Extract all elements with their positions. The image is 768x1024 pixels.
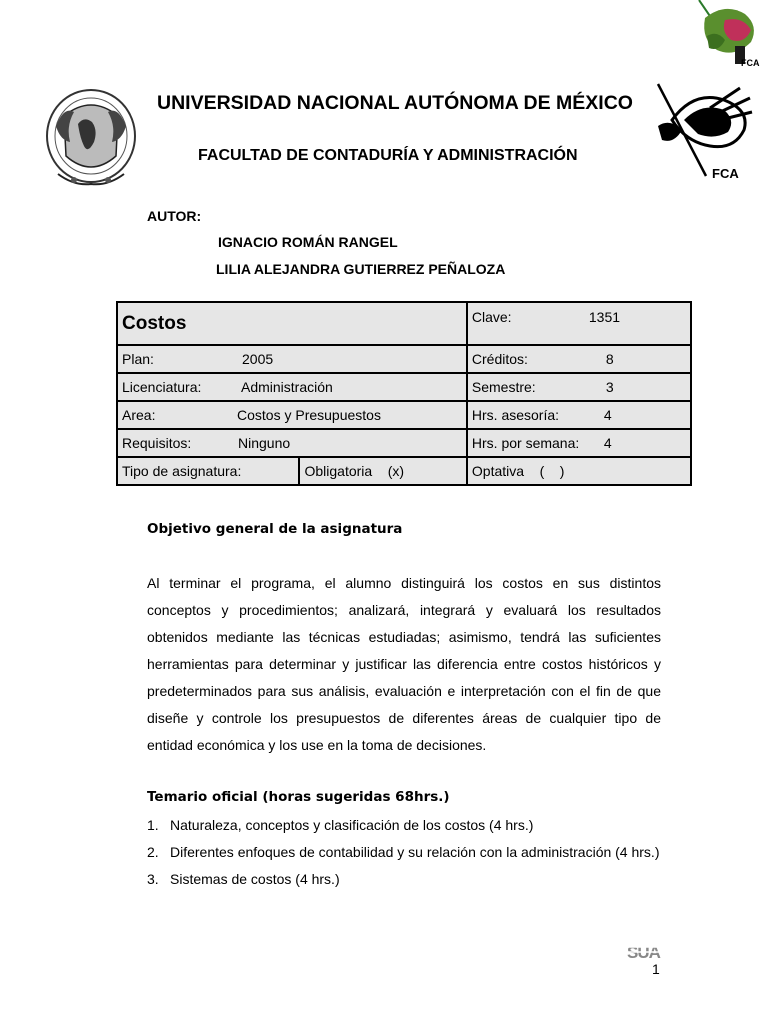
licenciatura-value: Administración: [241, 379, 333, 395]
course-name-text: Costos: [122, 312, 187, 334]
table-row: [117, 373, 691, 401]
sua-logo: [626, 940, 662, 962]
temario-list: [147, 812, 661, 893]
requisitos-value: Ninguno: [238, 435, 291, 451]
creditos-cell: [467, 345, 691, 373]
hrs-semana-cell: [467, 429, 691, 457]
creditos-value: 8: [605, 351, 614, 367]
hrs-semana-label: Hrs. por semana:: [471, 435, 580, 451]
list-item-text: Diferentes enfoques de contabilidad y su relación con la administración (4 hrs.): [170, 844, 660, 860]
requisitos-label: Requisitos:: [122, 435, 192, 451]
author-name: IGNACIO ROMÁN RANGEL: [218, 234, 398, 250]
list-item-text: Naturaleza, conceptos y clasificación de los costos (4 hrs.): [170, 817, 534, 833]
obligatoria-text: Obligatoria (x): [304, 463, 405, 479]
objective-title: Objetivo general de la asignatura: [147, 521, 403, 537]
tipo-label: Tipo de asignatura:: [122, 463, 242, 479]
table-row: [117, 429, 691, 457]
asesoria-cell: [467, 401, 691, 429]
fca-logo-bw: [654, 80, 754, 188]
fca-logo-bw-text: FCA: [712, 166, 739, 181]
university-title: UNIVERSIDAD NACIONAL AUTÓNOMA DE MÉXICO: [157, 92, 633, 114]
clave-label: Clave:: [471, 309, 512, 325]
page-number: 1: [652, 961, 660, 977]
objective-text: Al terminar el programa, el alumno distinguirá los costos en sus distintos conceptos y procedimientos; analizará, integrará y evaluará los resultados obtenidos mediante las técnicas estudiadas; asimismo, tendrá las suficientes herramientas para determinar y justificar las diferencia entre costos históricos y predeterminados para sus análisis, evaluación e interpretación con el fin de que diseñe y controle los presupuestos de diferentes áreas de cualquier tipo de entidad económica y los use en la toma de decisiones.: [147, 575, 661, 753]
optativa-text: Optativa ( ): [471, 463, 565, 479]
author-label: AUTOR:: [147, 208, 202, 224]
sua-logo-text: SUA: [627, 943, 660, 962]
list-item: [147, 866, 661, 893]
author-name: LILIA ALEJANDRA GUTIERREZ PEÑALOZA: [216, 261, 506, 277]
licenciatura-label: Licenciatura:: [122, 379, 202, 395]
requisitos-cell: [117, 429, 467, 457]
list-item-number: 3.: [147, 871, 159, 887]
list-item-text: Sistemas de costos (4 hrs.): [170, 871, 340, 887]
table-row: [117, 345, 691, 373]
tipo-cell: [117, 457, 299, 485]
list-item: [147, 812, 661, 839]
list-item-number: 1.: [147, 817, 159, 833]
unam-seal-logo: [44, 86, 138, 192]
table-row: [117, 302, 691, 345]
clave-value: 1351: [588, 309, 621, 325]
asesoria-label: Hrs. asesoría:: [471, 407, 560, 423]
fca-logo-color: [695, 0, 765, 72]
list-item: [147, 839, 661, 866]
course-name: [117, 302, 467, 345]
temario-title: Temario oficial (horas sugeridas 68hrs.): [147, 789, 450, 805]
area-value: Costos y Presupuestos: [237, 407, 381, 423]
faculty-title: FACULTAD DE CONTADURÍA Y ADMINISTRACIÓN: [198, 147, 578, 164]
area-cell: [117, 401, 467, 429]
fca-logo-color-text: FCA: [741, 58, 760, 68]
creditos-label: Créditos:: [471, 351, 528, 367]
licenciatura-cell: [117, 373, 467, 401]
plan-value: 2005: [242, 351, 274, 367]
semestre-value: 3: [605, 379, 614, 395]
asesoria-value: 4: [603, 407, 612, 423]
clave-cell: [467, 302, 691, 345]
hrs-semana-value: 4: [603, 435, 612, 451]
list-item-number: 2.: [147, 844, 159, 860]
plan-cell: [117, 345, 467, 373]
semestre-cell: [467, 373, 691, 401]
optativa-cell: [467, 457, 691, 485]
table-row: [117, 401, 691, 429]
area-label: Area:: [122, 407, 156, 423]
plan-label: Plan:: [122, 351, 154, 367]
course-info-table: [116, 301, 692, 486]
table-row: [117, 457, 691, 485]
semestre-label: Semestre:: [471, 379, 536, 395]
obligatoria-cell: [299, 457, 466, 485]
